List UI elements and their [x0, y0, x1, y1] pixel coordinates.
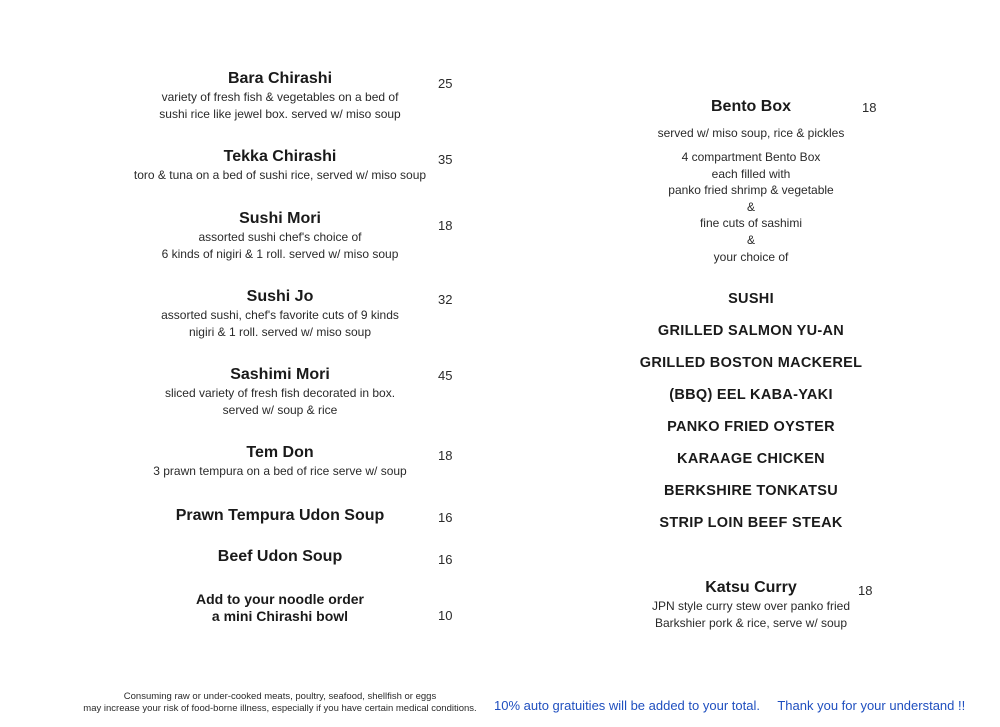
item-price: 16 — [438, 510, 453, 525]
gratuity-text: 10% auto gratuities will be added to your total. — [494, 698, 760, 713]
katsu-price: 18 — [858, 583, 873, 598]
menu-item-sashimi-mori — [110, 365, 453, 419]
item-description: nigiri & 1 roll. served w/ miso soup — [188, 325, 372, 339]
item-price: 32 — [438, 292, 453, 307]
item-description: assorted sushi, chef's favorite cuts of 9 kinds — [161, 308, 399, 322]
bento-description: your choice of — [713, 250, 789, 264]
menu-item-tem-don — [110, 443, 453, 480]
bento-option: GRILLED SALMON YU-AN — [657, 323, 845, 339]
item-description: assorted sushi chef's choice of — [198, 230, 362, 244]
item-title: Bara Chirashi — [227, 70, 333, 87]
bento-option: KARAAGE CHICKEN — [677, 451, 825, 467]
item-title: Add to your noodle order — [196, 591, 364, 607]
bento-option: GRILLED BOSTON MACKEREL — [639, 355, 863, 371]
item-description: variety of fresh fish & vegetables on a bed of — [161, 90, 399, 104]
gratuity-notice — [494, 698, 979, 713]
menu-item-sushi-jo — [110, 287, 453, 341]
item-title: a mini Chirashi bowl — [211, 608, 349, 624]
item-price: 16 — [438, 552, 453, 567]
menu-item-tekka-chirashi — [110, 147, 453, 184]
item-description: 3 prawn tempura on a bed of rice serve w/ soup — [153, 464, 407, 478]
katsu-description: JPN style curry stew over panko fried — [651, 599, 851, 613]
thank-you-text: Thank you for your understand !! — [777, 698, 966, 713]
menu-item-beef-udon — [110, 547, 453, 567]
katsu-description: Barkshier pork & rice, serve w/ soup — [654, 616, 848, 630]
item-price: 18 — [438, 448, 453, 463]
bento-title: Bento Box — [711, 98, 791, 115]
bento-option: STRIP LOIN BEEF STEAK — [659, 515, 843, 531]
bento-description: & — [746, 233, 755, 247]
item-price: 10 — [438, 608, 453, 623]
katsu-title: Katsu Curry — [705, 579, 797, 596]
item-title: Tekka Chirashi — [223, 148, 337, 165]
bento-option: PANKO FRIED OYSTER — [667, 419, 835, 435]
menu-item-prawn-tempura-udon — [110, 506, 453, 526]
bento-description: panko fried shrimp & vegetable — [668, 183, 834, 197]
menu-item-sushi-mori — [110, 209, 453, 263]
bento-description: each filled with — [711, 167, 791, 181]
item-description: 6 kinds of nigiri & 1 roll. served w/ miso soup — [161, 247, 399, 261]
item-description: served w/ soup & rice — [222, 403, 338, 417]
bento-option: SUSHI — [728, 291, 774, 307]
item-description: toro & tuna on a bed of sushi rice, served w/ miso soup — [133, 168, 427, 182]
item-title: Tem Don — [246, 444, 314, 461]
item-description: sliced variety of fresh fish decorated in box. — [164, 386, 396, 400]
item-price: 35 — [438, 152, 453, 167]
bento-description: 4 compartment Bento Box — [681, 150, 821, 164]
bento-description: & — [746, 200, 755, 214]
item-title: Sushi Jo — [246, 288, 314, 305]
bento-price: 18 — [862, 100, 877, 115]
item-price: 18 — [438, 218, 453, 233]
bento-description: served w/ miso soup, rice & pickles — [657, 126, 845, 140]
disclaimer-line: Consuming raw or under-cooked meats, poultry, seafood, shellfish or eggs — [123, 691, 437, 702]
item-price: 45 — [438, 368, 453, 383]
item-title: Sushi Mori — [239, 210, 321, 227]
item-title: Beef Udon Soup — [217, 548, 343, 565]
food-safety-disclaimer — [70, 691, 490, 715]
item-title: Prawn Tempura Udon Soup — [175, 507, 385, 524]
item-description: sushi rice like jewel box. served w/ miso soup — [159, 107, 401, 121]
item-price: 25 — [438, 76, 453, 91]
bento-option: (BBQ) EEL KABA-YAKI — [669, 387, 833, 403]
bento-option: BERKSHIRE TONKATSU — [663, 483, 839, 499]
item-title: Sashimi Mori — [230, 366, 330, 383]
bento-description: fine cuts of sashimi — [699, 216, 803, 230]
menu-item-mini-chirashi-addon — [110, 591, 453, 625]
menu-item-bara-chirashi — [110, 69, 453, 123]
disclaimer-line: may increase your risk of food-borne illness, especially if you have certain medical conditions. — [83, 703, 477, 714]
